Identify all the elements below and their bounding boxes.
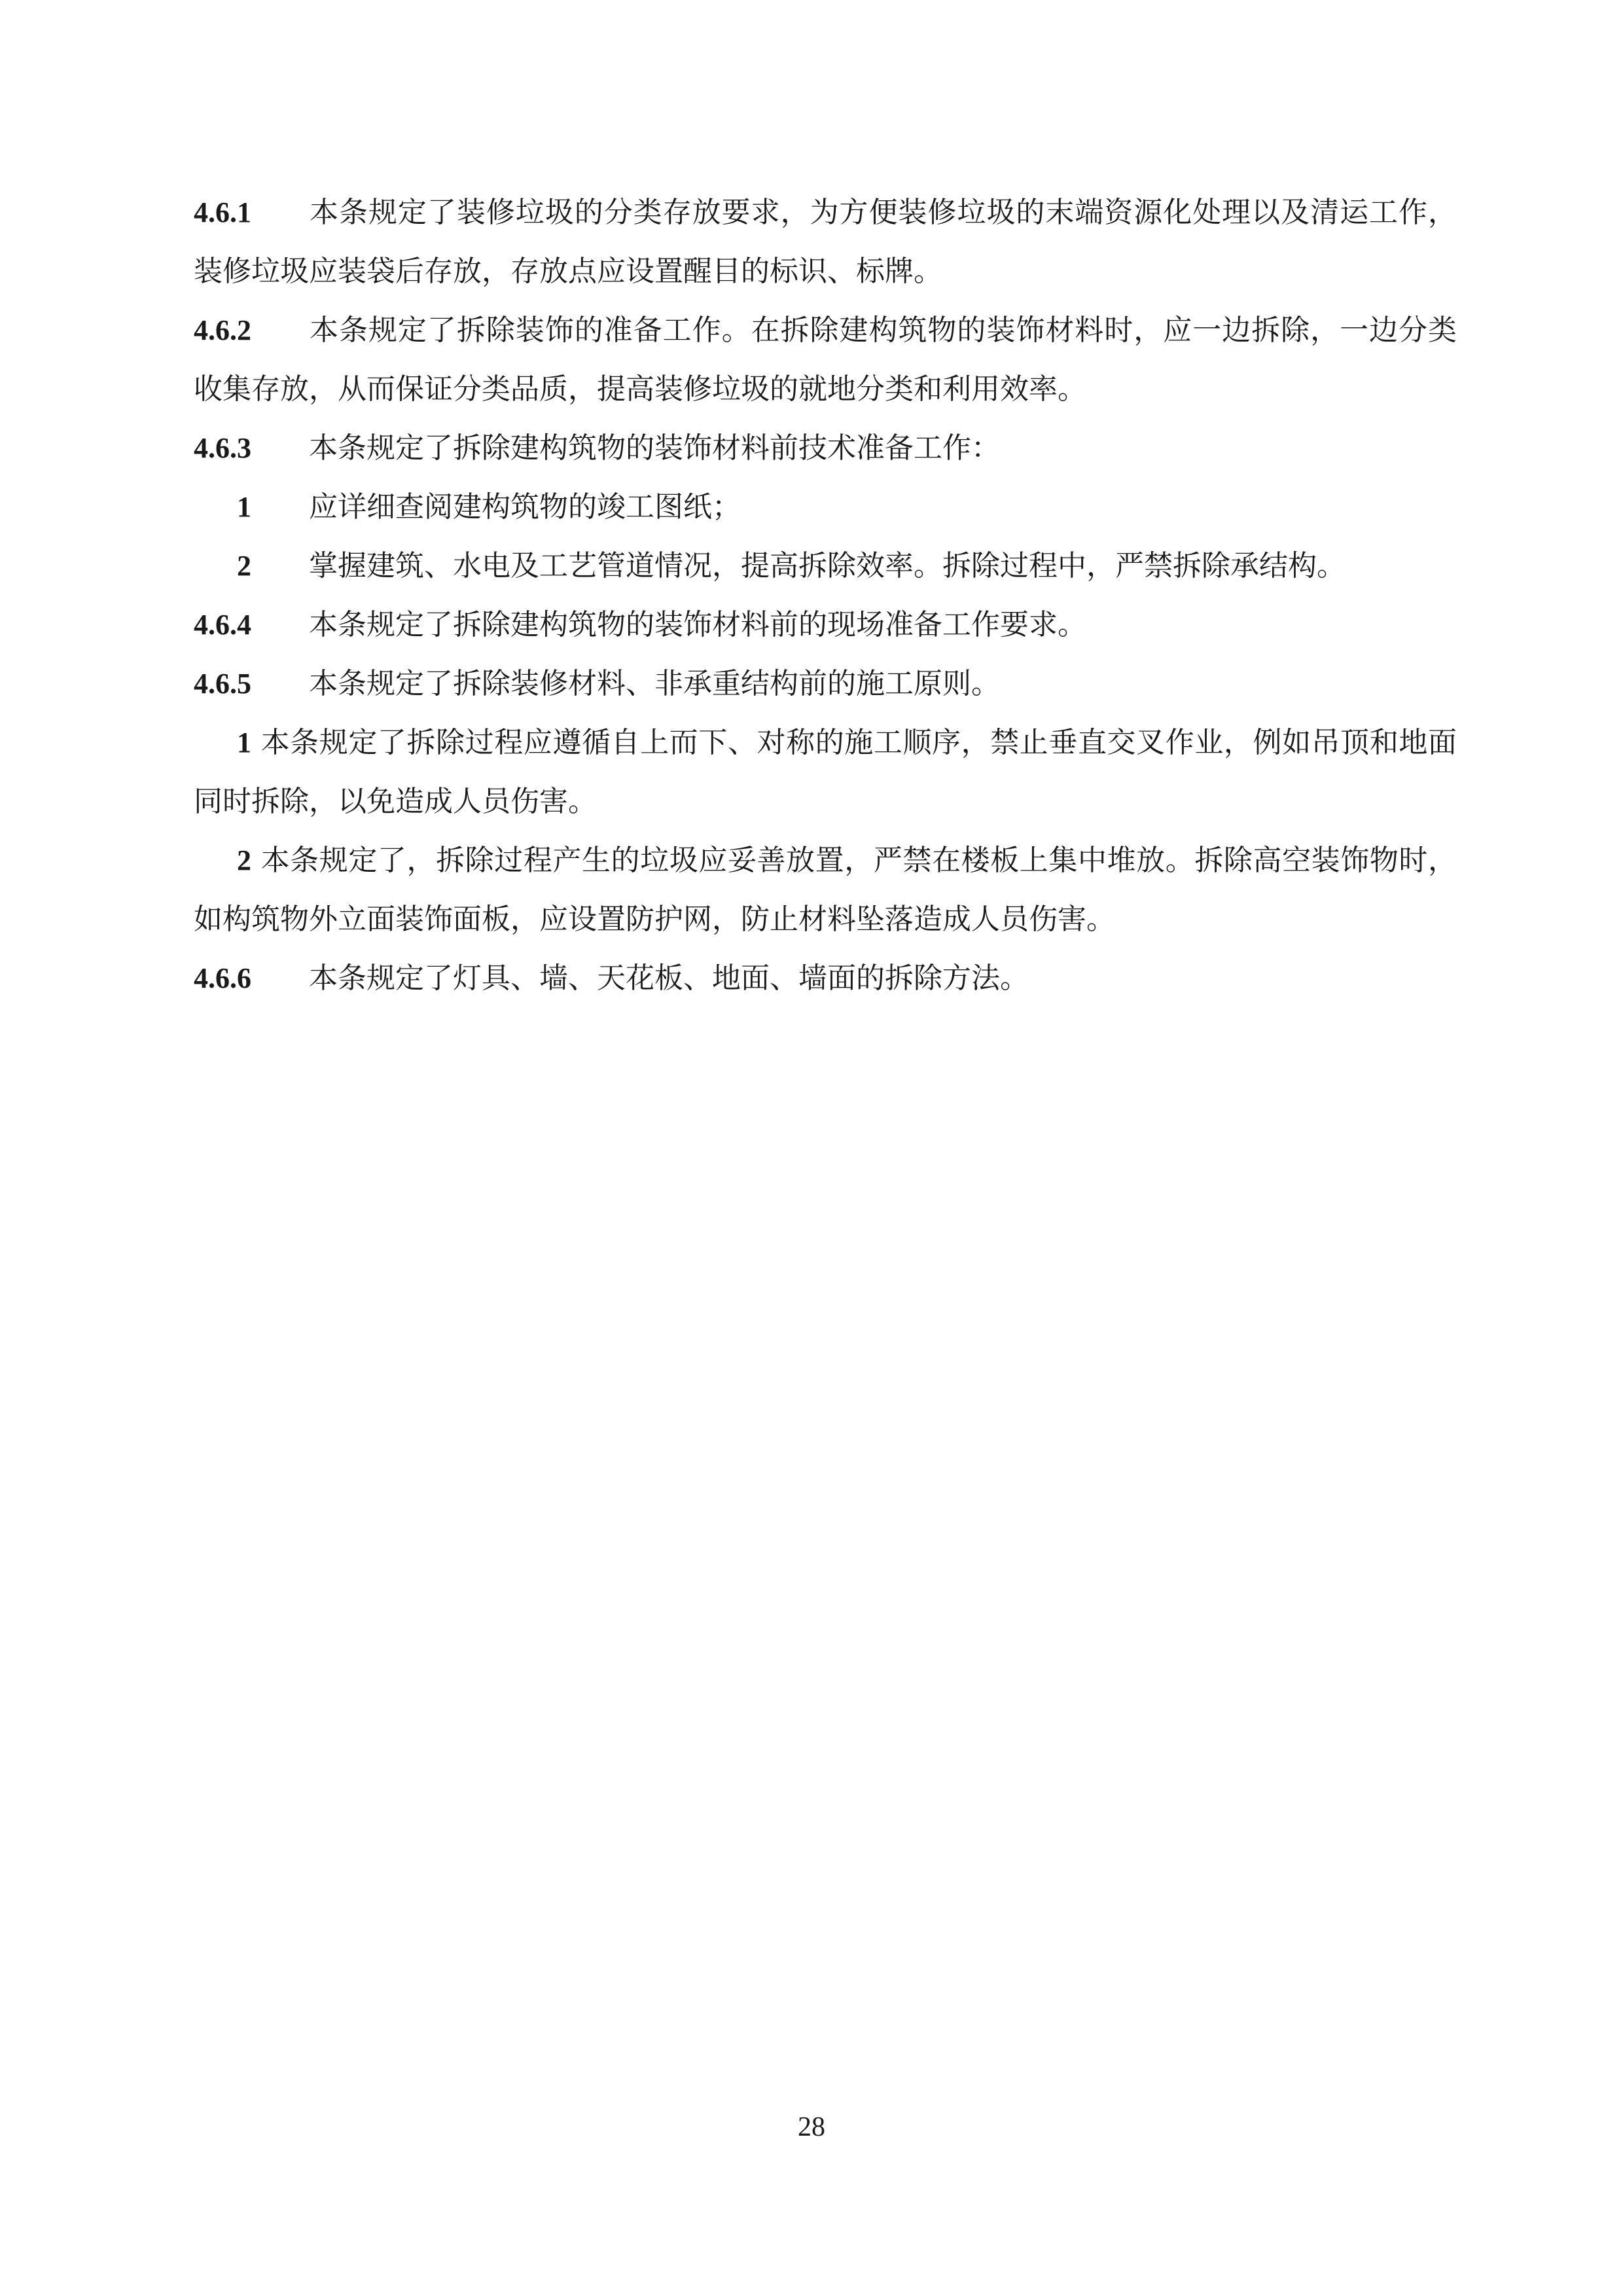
item-number: 2 bbox=[237, 844, 251, 876]
clause-number: 4.6.4 bbox=[194, 609, 251, 641]
clause-4-6-2 bbox=[194, 301, 1457, 419]
clause-4-6-5-item-1 bbox=[194, 713, 1457, 831]
item-number: 1 bbox=[237, 491, 251, 523]
clause-4-6-3 bbox=[194, 419, 1457, 478]
clause-text: 本条规定了拆除建构筑物的装饰材料前的现场准备工作要求。 bbox=[309, 608, 1086, 641]
document-body bbox=[194, 183, 1457, 1008]
item-text: 本条规定了，拆除过程产生的垃圾应妥善放置，严禁在楼板上集中堆放。拆除高空装饰物时，如构筑物外立面装饰面板，应设置防护网，防止材料坠落造成人员伤害。 bbox=[194, 844, 1457, 936]
clause-4-6-4 bbox=[194, 596, 1457, 655]
item-text: 本条规定了拆除过程应遵循自上而下、对称的施工顺序，禁止垂直交叉作业，例如吊顶和地面同时拆除，以免造成人员伤害。 bbox=[194, 726, 1457, 818]
page-number: 28 bbox=[798, 2112, 825, 2142]
clause-4-6-1 bbox=[194, 183, 1457, 301]
clause-number: 4.6.2 bbox=[194, 314, 251, 346]
item-text: 掌握建筑、水电及工艺管道情况，提高拆除效率。拆除过程中，严禁拆除承结构。 bbox=[309, 549, 1346, 583]
item-number: 1 bbox=[237, 726, 251, 759]
clause-text: 本条规定了拆除建构筑物的装饰材料前技术准备工作： bbox=[309, 431, 1000, 465]
item-number: 2 bbox=[237, 550, 251, 582]
clause-4-6-3-item-2 bbox=[194, 537, 1457, 596]
clause-text: 本条规定了装修垃圾的分类存放要求，为方便装修垃圾的末端资源化处理以及清运工作，装修垃圾应装袋后存放，存放点应设置醒目的标识、标牌。 bbox=[194, 196, 1457, 288]
clause-number: 4.6.5 bbox=[194, 668, 251, 700]
item-text: 应详细查阅建构筑物的竣工图纸； bbox=[309, 490, 741, 524]
clause-text: 本条规定了拆除装饰的准备工作。在拆除建构筑物的装饰材料时，应一边拆除，一边分类收集存放，从而保证分类品质，提高装修垃圾的就地分类和利用效率。 bbox=[194, 314, 1457, 406]
clause-4-6-6 bbox=[194, 949, 1457, 1008]
clause-4-6-5-item-2 bbox=[194, 831, 1457, 949]
clause-text: 本条规定了拆除装修材料、非承重结构前的施工原则。 bbox=[309, 667, 1000, 700]
clause-number: 4.6.3 bbox=[194, 432, 251, 464]
clause-number: 4.6.1 bbox=[194, 196, 251, 228]
clause-text: 本条规定了灯具、墙、天花板、地面、墙面的拆除方法。 bbox=[309, 961, 1029, 995]
clause-4-6-5 bbox=[194, 655, 1457, 713]
clause-number: 4.6.6 bbox=[194, 962, 251, 994]
clause-4-6-3-item-1 bbox=[194, 478, 1457, 537]
